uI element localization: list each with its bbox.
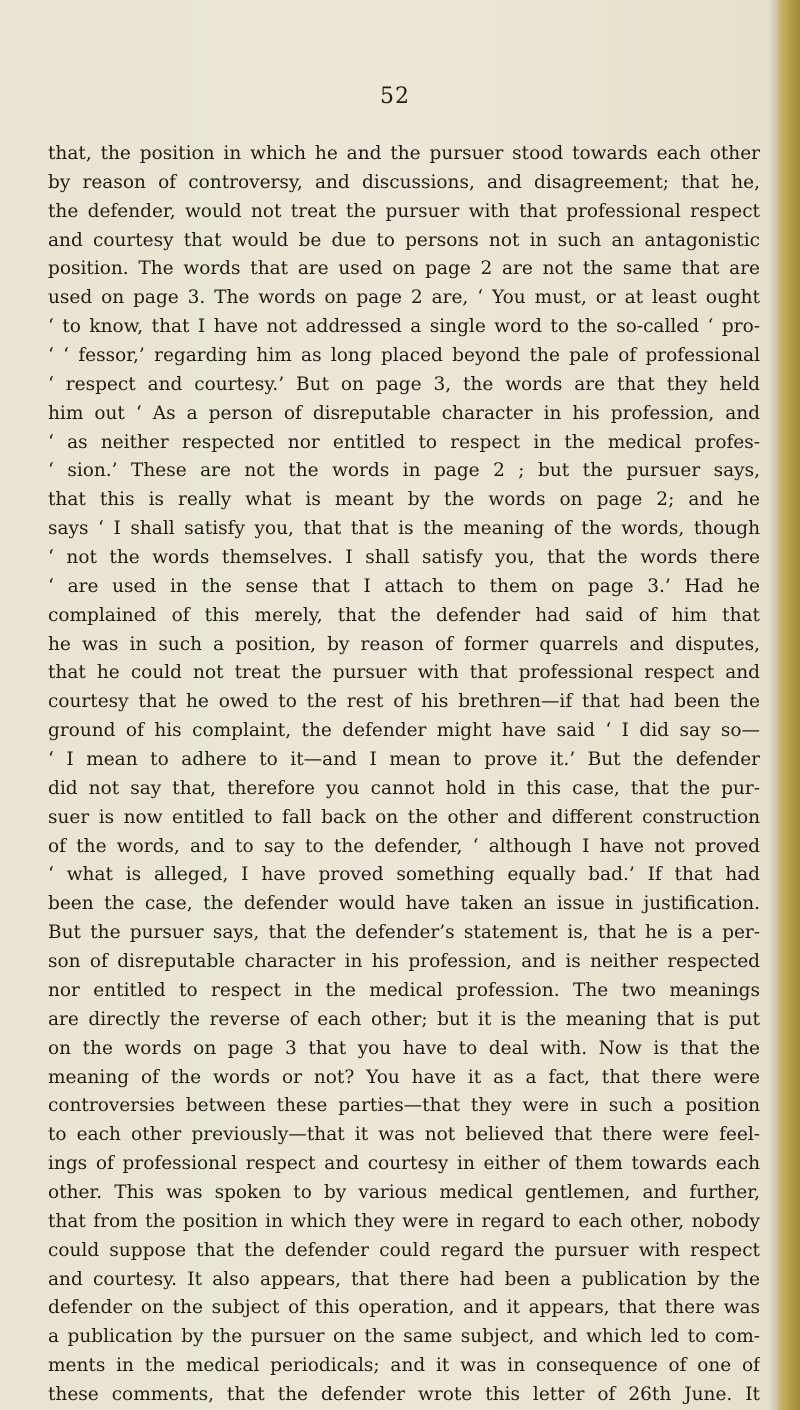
text-line: ings of professional respect and courtesy in either of them towards each [48,1153,760,1175]
text-line: But the pursuer says, that the defender’s statement is, that he is a per- [48,922,760,944]
text-line: him out ‘ As a person of disreputable character in his profession, and [48,402,760,424]
text-line: nor entitled to respect in the medical profession. The two meanings [48,979,760,1001]
text-line: other. This was spoken to by various medical gentlemen, and further, [48,1181,760,1203]
text-line: ‘ not the words themselves. I shall satisfy you, that the words there [48,547,760,569]
text-line: ‘ ‘ fessor,’ regarding him as long placed beyond the pale of professional [48,345,760,367]
text-line: a publication by the pursuer on the same subject, and which led to com- [48,1326,760,1348]
text-line: suer is now entitled to fall back on the other and different construction [48,806,760,828]
text-line: that, the position in which he and the pursuer stood towards each other [48,143,760,164]
text-line: courtesy that he owed to the rest of his brethren—if that had been the [48,691,760,713]
page-edge-shadow [768,0,778,1410]
text-line: to each other previously—that it was not believed that there were feel- [48,1124,760,1146]
text-line: says ‘ I shall satisfy you, that that is the meaning of the words, though [48,518,760,540]
text-line: ‘ as neither respected nor entitled to respect in the medical profes- [48,431,760,453]
text-line: ‘ sion.’ These are not the words in page 2 ; but the pursuer says, [48,460,760,482]
text-line: ‘ what is alleged, I have proved something equally bad.’ If that had [48,864,760,886]
text-line: complained of this merely, that the defender had said of him that [48,604,760,626]
text-line: used on page 3. The words on page 2 are, ‘ You must, or at least ought [48,287,760,309]
page-edge [778,0,800,1410]
text-line: ‘ are used in the sense that I attach to them on page 3.’ Had he [48,575,760,597]
text-line: these comments, that the defender wrote this letter of 26th June. It [48,1383,760,1405]
text-line: the defender, would not treat the pursuer with that professional respect [48,200,760,222]
text-line: and courtesy that would be due to persons not in such an antagonistic [48,229,760,251]
text-line: been the case, the defender would have taken an issue in justification. [48,893,760,915]
text-line: could suppose that the defender could regard the pursuer with respect [48,1239,760,1261]
text-line: are directly the reverse of each other; but it is the meaning that is put [48,1008,760,1030]
text-line: position. The words that are used on page 2 are not the same that are [48,258,760,280]
text-line: ments in the medical periodicals; and it was in consequence of one of [48,1355,760,1377]
body-text [48,140,760,1410]
text-line: on the words on page 3 that you have to deal with. Now is that the [48,1037,760,1059]
text-line: that this is really what is meant by the words on page 2; and he [48,489,760,511]
text-line: ‘ I mean to adhere to it—and I mean to prove it.’ But the defender [48,749,760,771]
text-line: he was in such a position, by reason of former quarrels and disputes, [48,633,760,655]
text-line: did not say that, therefore you cannot hold in this case, that the pur- [48,777,760,799]
text-line: meaning of the words or not? You have it as a fact, that there were [48,1066,760,1088]
page-number: 52 [380,84,410,109]
text-line: by reason of controversy, and discussions, and disagreement; that he, [48,171,760,193]
text-line: of the words, and to say to the defender, ‘ although I have not proved [48,835,760,857]
text-line: that from the position in which they were in regard to each other, nobody [48,1210,760,1232]
text-line: controversies between these parties—that they were in such a position [48,1095,760,1117]
text-line: and courtesy. It also appears, that there had been a publication by the [48,1268,760,1290]
text-line: ‘ respect and courtesy.’ But on page 3, the words are that they held [48,373,760,395]
text-line: son of disreputable character in his profession, and is neither respected [48,951,760,973]
text-line: ground of his complaint, the defender might have said ‘ I did say so— [48,720,760,742]
text-line: that he could not treat the pursuer with that professional respect and [48,662,760,684]
text-line: defender on the subject of this operation, and it appears, that there was [48,1297,760,1319]
text-line: ‘ to know, that I have not addressed a single word to the so-called ‘ pro- [48,316,760,338]
